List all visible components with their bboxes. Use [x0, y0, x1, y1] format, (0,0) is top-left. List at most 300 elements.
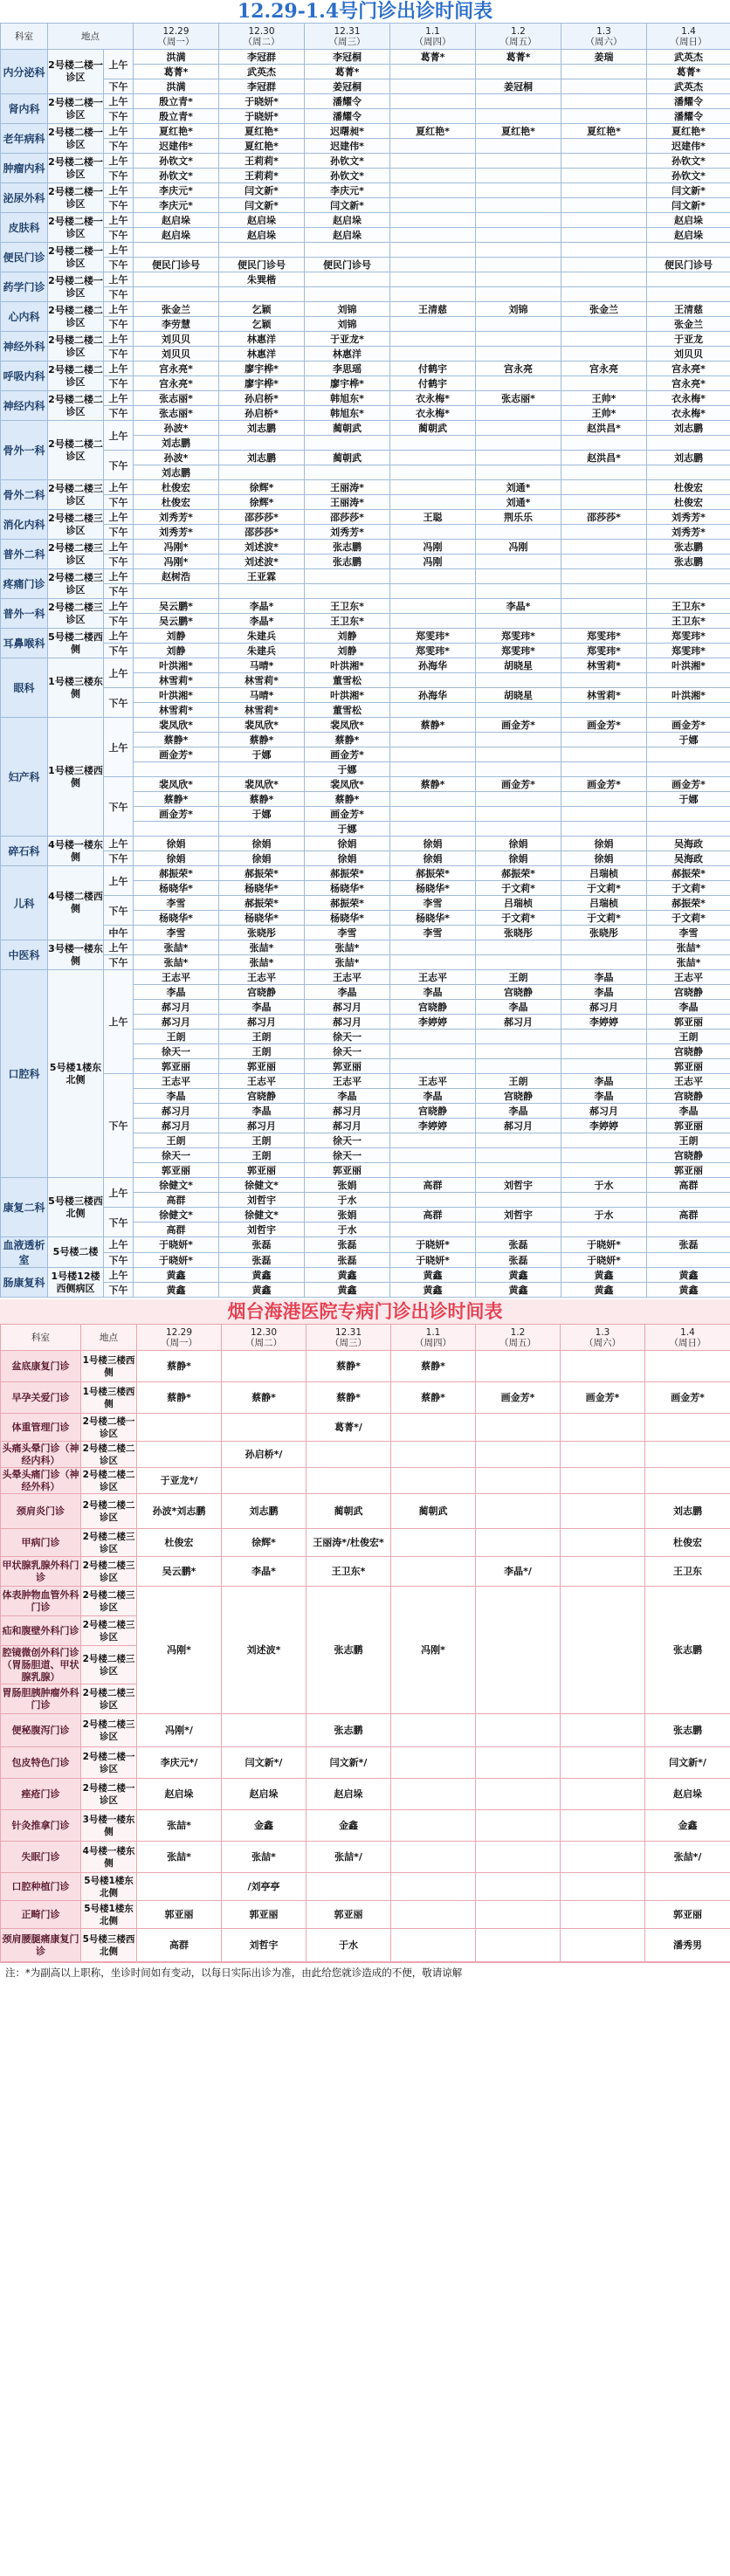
doctor-cell: 李雪: [647, 926, 730, 940]
header-location: 地点: [81, 1325, 137, 1351]
doctor-cell: 张喆*/: [306, 1842, 391, 1873]
special-header-row: [1, 1325, 730, 1351]
doctor-cell: 洪满: [134, 50, 219, 65]
doctor-cell: 李婷婷: [561, 1015, 647, 1030]
header-day: [647, 24, 730, 50]
doctor-cell: [476, 287, 561, 302]
doctor-cell: 夏红艳*: [390, 124, 476, 139]
doctor-cell: 孙钦文*: [305, 154, 390, 169]
doctor-cell: [219, 436, 305, 451]
doctor-cell: 郭亚丽: [222, 1901, 306, 1929]
doctor-cell: 徐健文*: [219, 1208, 305, 1223]
header-weekday: （周一）: [161, 1337, 197, 1348]
doctor-cell: [390, 822, 476, 837]
period-label: 下午: [104, 896, 134, 926]
schedule-row: [1, 243, 730, 258]
doctor-cell: 刘哲宇: [476, 1178, 561, 1193]
doctor-cell: 姜冠桐: [476, 79, 561, 94]
schedule-row: [1, 451, 730, 465]
dept-location: 5号楼二楼: [48, 1237, 104, 1268]
clinic-name: 盆底康复门诊: [1, 1351, 81, 1382]
doctor-cell: [561, 1030, 647, 1044]
period-label: 下午: [104, 451, 134, 480]
doctor-cell: 于娜: [305, 762, 390, 777]
doctor-cell: 郑雯玮*: [561, 644, 647, 658]
special-row: [1, 1587, 730, 1616]
period-label: 下午: [104, 258, 134, 272]
doctor-cell: 王丽涛*: [305, 495, 390, 510]
doctor-cell: 赵洪昌*: [561, 421, 647, 436]
header-day: [390, 24, 476, 50]
doctor-cell: 徐辉*: [222, 1529, 306, 1557]
doctor-cell: [647, 762, 730, 777]
doctor-cell: 李冠桐: [305, 50, 390, 65]
doctor-cell: 胡晓星: [476, 688, 561, 703]
doctor-cell: [305, 436, 390, 451]
doctor-cell: [390, 569, 476, 584]
dept-name: 耳鼻喉科: [1, 629, 48, 658]
doctor-cell: 吴海政: [647, 837, 730, 851]
doctor-cell: [390, 198, 476, 213]
doctor-cell: [219, 243, 305, 258]
doctor-cell: 李庆元*: [134, 183, 219, 198]
doctor-cell: [390, 733, 476, 747]
doctor-cell: [476, 1873, 561, 1901]
doctor-cell: [391, 1714, 476, 1747]
doctor-cell: [561, 822, 647, 837]
doctor-cell: [219, 287, 305, 302]
header-date: 1.4: [680, 1326, 695, 1338]
doctor-cell: 刘贝贝: [647, 347, 730, 362]
schedule-row: [1, 837, 730, 851]
doctor-cell: 张喆*: [134, 955, 219, 970]
doctor-cell: [645, 1873, 730, 1901]
doctor-cell: 叶洪湘*: [305, 688, 390, 703]
doctor-cell: 荆乐乐: [476, 510, 561, 525]
doctor-cell: [476, 673, 561, 688]
schedule-row: [1, 317, 730, 332]
clinic-name: 甲病门诊: [1, 1529, 81, 1557]
doctor-cell: 李雪: [390, 896, 476, 911]
dept-name: 骨外二科: [1, 480, 48, 510]
doctor-cell: [390, 807, 476, 822]
period-label: 下午: [104, 287, 134, 302]
period-label: 上午: [104, 970, 134, 1074]
doctor-cell: 宫永亮: [476, 362, 561, 376]
doctor-cell: [476, 1351, 561, 1382]
doctor-cell: 赵启垛: [647, 228, 730, 243]
doctor-cell: 于晓妍*: [134, 1237, 219, 1253]
doctor-cell: 李晶: [561, 1074, 647, 1089]
doctor-cell: 杨晓华*: [134, 911, 219, 926]
doctor-cell: [561, 272, 647, 287]
doctor-cell: 王朗: [476, 970, 561, 985]
doctor-cell: 李庆元*: [134, 198, 219, 213]
doctor-cell: 杜俊宏: [647, 495, 730, 510]
period-label: 上午: [104, 124, 134, 139]
doctor-cell: 刘哲宇: [476, 1208, 561, 1223]
doctor-cell: 董雪松: [305, 703, 390, 718]
period-label: 下午: [104, 955, 134, 970]
schedule-row: [1, 480, 730, 495]
doctor-cell: [476, 584, 561, 599]
doctor-cell: [561, 703, 647, 718]
special-row: [1, 1529, 730, 1557]
period-label: 上午: [104, 540, 134, 554]
schedule-row: [1, 866, 730, 881]
doctor-cell: 李冠群: [219, 50, 305, 65]
doctor-cell: 郝习月: [134, 1015, 219, 1030]
doctor-cell: 迟建伟*: [647, 139, 730, 154]
doctor-cell: [476, 94, 561, 109]
doctor-cell: [391, 1468, 476, 1494]
doctor-cell: 杨晓华*: [134, 881, 219, 896]
doctor-cell: 于水: [305, 1193, 390, 1208]
doctor-cell: [222, 1351, 306, 1382]
doctor-cell: 冯刚: [390, 540, 476, 554]
doctor-cell: 孙启桥*: [219, 406, 305, 421]
doctor-cell: [561, 243, 647, 258]
doctor-cell: 李雪: [134, 926, 219, 940]
special-row: [1, 1557, 730, 1587]
doctor-cell: 张喆*: [305, 955, 390, 970]
clinic-name: 失眠门诊: [1, 1842, 81, 1873]
doctor-cell: [476, 792, 561, 807]
period-label: 下午: [104, 554, 134, 569]
doctor-cell: 便民门诊号: [647, 258, 730, 272]
doctor-cell: 林惠洋: [219, 347, 305, 362]
dept-name: 皮肤科: [1, 213, 48, 243]
schedule-row: [1, 213, 730, 228]
doctor-cell: [390, 525, 476, 540]
doctor-cell: 郝振荣*: [647, 896, 730, 911]
doctor-cell: 王志平: [647, 1074, 730, 1089]
schedule-row: [1, 124, 730, 139]
doctor-cell: 张志丽*: [134, 406, 219, 421]
header-day: [219, 24, 305, 50]
doctor-cell: [305, 243, 390, 258]
doctor-cell: 闫文新*/: [645, 1747, 730, 1779]
doctor-cell: [390, 940, 476, 955]
doctor-cell: 赵启垛: [305, 213, 390, 228]
doctor-cell: 王帅*: [561, 406, 647, 421]
doctor-cell: [390, 762, 476, 777]
doctor-cell: [390, 1030, 476, 1044]
doctor-cell: 武英杰: [647, 79, 730, 94]
doctor-cell: [222, 1414, 306, 1442]
doctor-cell: 画金芳*: [647, 777, 730, 792]
doctor-cell: 于水: [561, 1208, 647, 1223]
doctor-cell: [390, 183, 476, 198]
doctor-cell: 李晶: [647, 1000, 730, 1015]
doctor-cell: [561, 139, 647, 154]
doctor-cell: 李冠群: [219, 79, 305, 94]
doctor-cell: [476, 436, 561, 451]
dept-name: 妇产科: [1, 718, 48, 837]
period-label: 下午: [104, 525, 134, 540]
doctor-cell: 杜俊宏: [134, 480, 219, 495]
doctor-cell: 蔡静*: [391, 1382, 476, 1414]
doctor-cell: 张志丽*: [134, 391, 219, 406]
header-day: [561, 1325, 645, 1351]
doctor-cell: 郝习月: [305, 1015, 390, 1030]
doctor-cell: 叶洪湘*: [134, 688, 219, 703]
header-day: [476, 1325, 561, 1351]
doctor-cell: 蔺朝武: [305, 421, 390, 436]
clinic-location: 4号楼一楼东侧: [81, 1842, 137, 1873]
doctor-cell: 杜俊宏: [137, 1529, 222, 1557]
doctor-cell: [561, 1468, 645, 1494]
doctor-cell: 张喆*: [219, 940, 305, 955]
doctor-cell: 付鹤宇: [390, 362, 476, 376]
doctor-cell: 刘秀芳*: [647, 510, 730, 525]
special-row: [1, 1747, 730, 1779]
doctor-cell: [476, 451, 561, 465]
doctor-cell: 王帅*: [561, 391, 647, 406]
doctor-cell: 黄鑫: [476, 1283, 561, 1298]
doctor-cell: 衣永梅*: [390, 391, 476, 406]
header-date: 1.1: [425, 1326, 441, 1338]
doctor-cell: 迟建伟*: [134, 139, 219, 154]
doctor-cell: 蔡静*: [222, 1382, 306, 1414]
doctor-cell: [390, 65, 476, 79]
doctor-cell: 王卫东*: [305, 599, 390, 614]
doctor-cell: 张志鹏: [306, 1587, 391, 1714]
doctor-cell: 于文莉*: [561, 881, 647, 896]
clinic-name: 疝和腹壁外科门诊: [1, 1616, 81, 1646]
doctor-cell: 赵启垛: [305, 228, 390, 243]
doctor-cell: 画金芳*: [476, 718, 561, 733]
doctor-cell: 徐天一: [134, 1044, 219, 1059]
doctor-cell: 葛菁*: [305, 65, 390, 79]
doctor-cell: [647, 703, 730, 718]
doctor-cell: 王卫东*: [647, 599, 730, 614]
doctor-cell: 于娜: [305, 822, 390, 837]
doctor-cell: 王朗: [219, 1133, 305, 1148]
doctor-cell: [219, 762, 305, 777]
doctor-cell: [476, 1779, 561, 1810]
doctor-cell: [476, 1148, 561, 1163]
doctor-cell: [561, 1494, 645, 1529]
period-label: 下午: [104, 169, 134, 183]
period-label: 下午: [104, 644, 134, 658]
doctor-cell: 王卫东: [645, 1557, 730, 1587]
doctor-cell: 李晶*: [476, 599, 561, 614]
doctor-cell: 裴凤欣*: [305, 718, 390, 733]
doctor-cell: 郝振荣*: [219, 896, 305, 911]
doctor-cell: 林惠洋: [219, 332, 305, 347]
doctor-cell: 殷立青*: [134, 109, 219, 124]
period-label: 上午: [104, 50, 134, 79]
doctor-cell: 刘静: [134, 629, 219, 644]
doctor-cell: 迟建伟*: [305, 139, 390, 154]
doctor-cell: 赵启垛: [222, 1779, 306, 1810]
special-clinic-title: 烟台海港医院专病门诊出诊时间表: [0, 1299, 730, 1324]
doctor-cell: 李晶: [647, 1104, 730, 1119]
dept-name: 内分泌科: [1, 50, 48, 94]
doctor-cell: 韩旭东*: [305, 406, 390, 421]
doctor-cell: 王朗: [647, 1133, 730, 1148]
doctor-cell: [306, 1873, 391, 1901]
doctor-cell: 郭亚丽: [305, 1059, 390, 1074]
doctor-cell: 衣永梅*: [647, 406, 730, 421]
doctor-cell: 郝习月: [134, 1000, 219, 1015]
doctor-cell: 郝振荣*: [476, 866, 561, 881]
doctor-cell: 王朗: [134, 1133, 219, 1148]
period-label: 上午: [104, 213, 134, 228]
doctor-cell: 张磊: [647, 1237, 730, 1253]
doctor-cell: 刘志鹏: [647, 451, 730, 465]
doctor-cell: 葛菁*: [647, 65, 730, 79]
doctor-cell: 王丽涛*: [305, 480, 390, 495]
doctor-cell: 王志平: [134, 1074, 219, 1089]
doctor-cell: 刘志鹏: [219, 421, 305, 436]
doctor-cell: 赵启垛: [645, 1779, 730, 1810]
doctor-cell: 刘述波*: [219, 540, 305, 554]
schedule-row: [1, 302, 730, 317]
special-row: [1, 1382, 730, 1414]
doctor-cell: 徐娟: [476, 851, 561, 866]
clinic-name: 头晕头痛门诊（神经外科）: [2, 1468, 79, 1492]
doctor-cell: [645, 1468, 730, 1494]
doctor-cell: [561, 614, 647, 629]
doctor-cell: [476, 940, 561, 955]
doctor-cell: 高群: [390, 1208, 476, 1223]
doctor-cell: [647, 747, 730, 762]
doctor-cell: [391, 1779, 476, 1810]
doctor-cell: 宫晓静: [647, 1148, 730, 1163]
doctor-cell: 郑雯玮*: [390, 644, 476, 658]
doctor-cell: 徐天一: [305, 1133, 390, 1148]
doctor-cell: 于文莉*: [476, 911, 561, 926]
doctor-cell: [561, 762, 647, 777]
doctor-cell: 孙波*: [134, 451, 219, 465]
doctor-cell: 于晓妍*: [219, 109, 305, 124]
schedule-row: [1, 391, 730, 406]
doctor-cell: 王清慈: [647, 302, 730, 317]
doctor-cell: 张喆*: [647, 940, 730, 955]
schedule-row: [1, 688, 730, 703]
doctor-cell: 于文莉*: [647, 911, 730, 926]
doctor-cell: 宫永亮*: [134, 362, 219, 376]
clinic-location: 2号楼二楼一诊区: [81, 1779, 137, 1810]
doctor-cell: 张晓彤: [476, 926, 561, 940]
doctor-cell: [391, 1529, 476, 1557]
period-label: 上午: [104, 1178, 134, 1208]
period-label: 下午: [104, 406, 134, 421]
doctor-cell: 张喆*/: [645, 1842, 730, 1873]
doctor-cell: 郭亚丽: [647, 1163, 730, 1178]
doctor-cell: 高群: [137, 1929, 222, 1962]
doctor-cell: [390, 703, 476, 718]
header-day: [645, 1325, 730, 1351]
doctor-cell: [647, 272, 730, 287]
doctor-cell: [476, 747, 561, 762]
clinic-name: 颈肩腰腿痛康复门诊: [1, 1929, 81, 1962]
doctor-cell: [390, 495, 476, 510]
dept-location: 2号楼二楼二诊区: [48, 391, 104, 421]
doctor-cell: 孙海华: [390, 658, 476, 673]
doctor-cell: [476, 1901, 561, 1929]
doctor-cell: 于晓妍*: [390, 1252, 476, 1268]
doctor-cell: 廖宇桦*: [305, 376, 390, 391]
doctor-cell: [561, 347, 647, 362]
doctor-cell: 刘锦: [305, 317, 390, 332]
clinic-location: 3号楼一楼东侧: [81, 1810, 137, 1842]
doctor-cell: 李晶*/: [476, 1557, 561, 1587]
schedule-title: 12.29-1.4号门诊出诊时间表: [237, 0, 493, 23]
doctor-cell: 徐娟: [219, 851, 305, 866]
doctor-cell: 吕瑞桢: [561, 896, 647, 911]
schedule-row: [1, 510, 730, 525]
doctor-cell: [561, 465, 647, 480]
header-weekday: （周日）: [669, 1337, 706, 1348]
doctor-cell: 张喆*: [305, 940, 390, 955]
doctor-cell: 夏红艳*: [476, 124, 561, 139]
doctor-cell: [390, 1133, 476, 1148]
doctor-cell: 杨晓华*: [219, 881, 305, 896]
doctor-cell: [476, 65, 561, 79]
header-date: 12.30: [248, 25, 275, 37]
dept-name: 康复二科: [1, 1178, 48, 1237]
doctor-cell: [561, 673, 647, 688]
doctor-cell: [561, 169, 647, 183]
doctor-cell: [561, 480, 647, 495]
doctor-cell: 郝习月: [305, 1119, 390, 1133]
doctor-cell: [476, 1223, 561, 1237]
doctor-cell: [390, 792, 476, 807]
doctor-cell: [645, 1414, 730, 1442]
doctor-cell: 张志鹏: [645, 1587, 730, 1714]
doctor-cell: 郝习月: [561, 1104, 647, 1119]
doctor-cell: 吴云鹏*: [134, 599, 219, 614]
schedule-row: [1, 139, 730, 154]
doctor-cell: 画金芳*: [561, 777, 647, 792]
doctor-cell: 黄鑫: [647, 1268, 730, 1283]
doctor-cell: [390, 1059, 476, 1074]
doctor-cell: 李雪: [134, 896, 219, 911]
doctor-cell: 高群: [647, 1178, 730, 1193]
doctor-cell: 徐娟: [305, 837, 390, 851]
header-weekday: （周五）: [499, 1337, 536, 1348]
doctor-cell: [561, 109, 647, 124]
doctor-cell: 刘秀芳*: [647, 525, 730, 540]
doctor-cell: [647, 673, 730, 688]
doctor-cell: [134, 762, 219, 777]
doctor-cell: 夏红艳*: [219, 139, 305, 154]
doctor-cell: 王清慈: [390, 302, 476, 317]
period-label: 上午: [104, 940, 134, 955]
doctor-cell: 徐健文*: [134, 1208, 219, 1223]
doctor-cell: 便民门诊号: [219, 258, 305, 272]
doctor-cell: [390, 1223, 476, 1237]
doctor-cell: 张喆*: [222, 1842, 306, 1873]
doctor-cell: 宫晓静: [647, 1044, 730, 1059]
doctor-cell: 王莉莉*: [219, 154, 305, 169]
doctor-cell: 蔡静*: [391, 1351, 476, 1382]
doctor-cell: [476, 154, 561, 169]
doctor-cell: 郭亚丽: [219, 1059, 305, 1074]
doctor-cell: 张金兰: [561, 302, 647, 317]
schedule-row: [1, 495, 730, 510]
doctor-cell: 张娟: [305, 1208, 390, 1223]
doctor-cell: 宫晓静: [219, 985, 305, 1000]
doctor-cell: 张磊: [219, 1237, 305, 1253]
dept-name: 泌尿外科: [1, 183, 48, 213]
header-day: [476, 24, 561, 50]
doctor-cell: [476, 1587, 561, 1714]
doctor-cell: [561, 1810, 645, 1842]
